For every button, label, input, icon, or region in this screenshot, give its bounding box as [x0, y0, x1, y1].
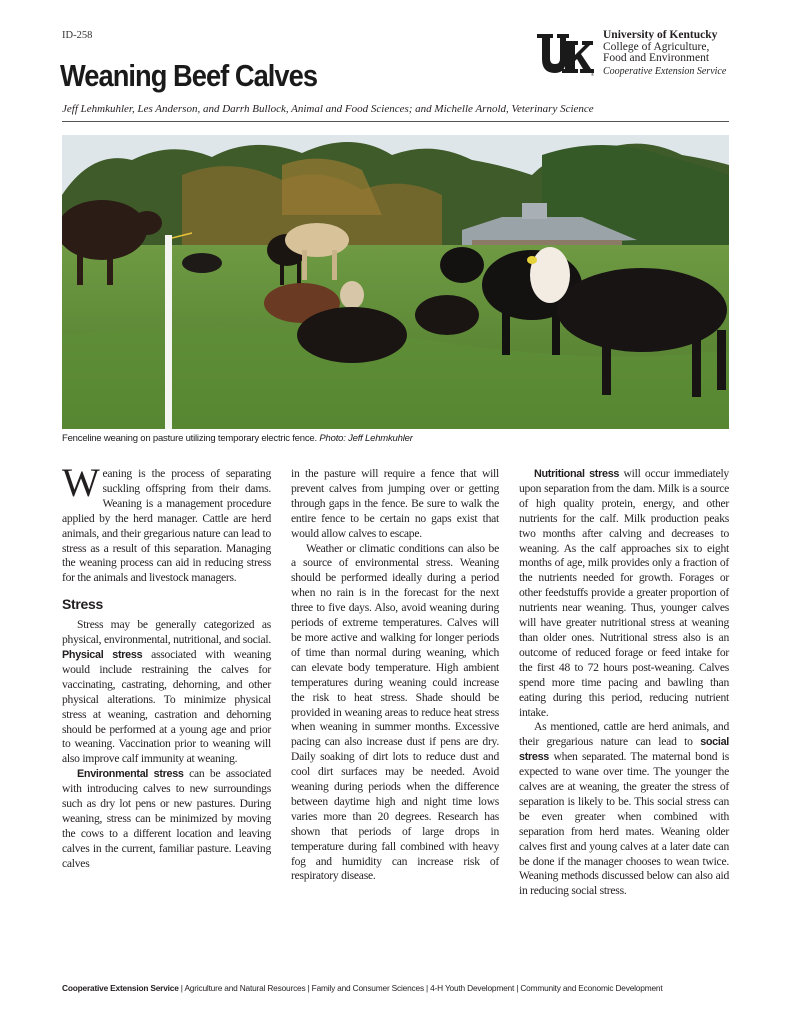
authors-line: Jeff Lehmkuhler, Les Anderson, and Darrh Bullock, Animal and Food Sciences; and Michelle Arnold, Veterinary Science [62, 103, 594, 115]
extension-service-label: Cooperative Extension Service [603, 66, 727, 77]
college-line-2: Food and Environment [603, 51, 710, 64]
weather-paragraph: Weather or climatic conditions can also be a source of environmental stress. Weaning should be performed ideally during a period when no rain is in the forecast for the next three to five days. Also, avoid weaning during periods of extreme temperatures. Calves will be more active and walking for longer periods of time than normal during weaning, which can elevate body temperature. High ambient temperatures during weaning could increase the risk to heat stress. Shade should be provided in weaning areas to reduce heat stress when weaning in summer months. Excessive pacing can also increase dust if pens are dry. Daily soaking of dirt lots to reduce dust and cool dirt surfaces may be needed. Avoid weaning during periods when the difference between daytime high and night time lows varies more than 20 degrees. Research has shown that periods of large drops in temperature during fall combined with heavy fog and humidity can increase risk of respiratory disease. [291, 541, 499, 883]
footer-programs: | Agriculture and Natural Resources | Family and Consumer Sciences | 4-H Youth Development | Community and Economic Development [178, 983, 663, 993]
stress-intro-text: Stress may be generally categorized as physical, environmental, nutritional, and social. [62, 618, 271, 647]
drop-cap: W [62, 460, 100, 505]
caption-text: Fenceline weaning on pasture utilizing temporary electric fence. [62, 433, 317, 444]
header-divider [62, 121, 729, 122]
intro-text: eaning is the process of separating suckling offspring from their dams. Weaning is a management procedure applied by the herd manager. Cattle are herd animals, and their gregarious nature can lead to stress as a result of this separation. Managing the weaning process can aid in reducing stress for the animals and livestock managers. [62, 467, 271, 585]
physical-stress-term: Physical stress [62, 648, 143, 661]
physical-stress-paragraph [62, 618, 271, 767]
footer-org: Cooperative Extension Service [62, 983, 179, 993]
environmental-stress-paragraph [62, 767, 271, 871]
svg-text:®: ® [591, 72, 594, 77]
cattle-pasture-photo [62, 135, 729, 429]
nutritional-stress-paragraph [519, 467, 729, 720]
text-column-1 [62, 460, 271, 872]
page-title: Weaning Beef Calves [60, 58, 318, 93]
social-stress-term: social stress [519, 736, 729, 764]
text-column-3 [519, 467, 729, 899]
physical-stress-text: associated with weaning would include restraining the calves for vaccinating, castrating, dehorning, and other physical alterations. To minimize physical stress at weaning, castration and dehorning should be performed at a young age and prior to weaning. Vaccination prior to weaning will also improve calf immunity at weaning. [62, 647, 271, 766]
nutritional-stress-text: will occur immediately upon separation from the dam. Milk is a source of high quality protein, energy, and other nutrients for the calf. Milk production peaks two months after calving and decreases to weaning. As the calf approaches six to eight months of age, milk provides only a fraction of the nutrients needed for growth. Forages or other feedstuffs provide a greater proportion of nutrients near weaning. Thus, younger calves will have greater nutritional stress at weaning than older ones. Nutritional stress also is an outcome of reduced forage or feed intake for the first 48 to 72 hours post-weaning. Calves spend more time pacing and bawling than eating during this period, reducing nutrient intake. [519, 467, 729, 719]
environmental-stress-text: can be associated with introducing calves to new surroundings such as dry lot pens or new pastures. During weaning, stress can be minimized by moving the cows to a different location and leaving calves in the current, familiar pasture. Leaving calves [62, 767, 271, 870]
document-id: ID-258 [62, 30, 93, 41]
environmental-stress-term: Environmental stress [77, 768, 184, 781]
footer-bar [62, 983, 709, 993]
text-column-2 [291, 467, 499, 884]
photo-caption [62, 433, 413, 444]
photo-credit: Photo: Jeff Lehmkuhler [319, 433, 413, 444]
uk-logo [535, 31, 595, 77]
fence-paragraph: in the pasture will require a fence that will prevent calves from jumping over or getting through gaps in the fence. Be sure to walk the entire fence to be certain no gaps exist that would allow calves to escape. [291, 467, 499, 540]
stress-heading: Stress [62, 596, 104, 613]
college-line-1: College of Agriculture, [603, 41, 710, 53]
college-name [603, 42, 709, 63]
university-name: University of Kentucky [603, 29, 718, 41]
intro-paragraph [62, 460, 271, 586]
social-stress-paragraph [519, 720, 729, 899]
nutritional-stress-term: Nutritional stress [534, 468, 620, 480]
social-stress-intro: As mentioned, cattle are herd animals, and their gregarious nature can lead to [519, 720, 729, 749]
social-stress-text: when separated. The maternal bond is expected to wane over time. The younger the calves are at weaning, the greater the stress of separation is likely to be. This social stress can be even greater when combined with separation from herd mates. Weaning older calves first and young calves at a later date can be done if the manager chooses to wean twice. Weaning methods discussed below can also aid in reducing social stress. [519, 750, 729, 898]
